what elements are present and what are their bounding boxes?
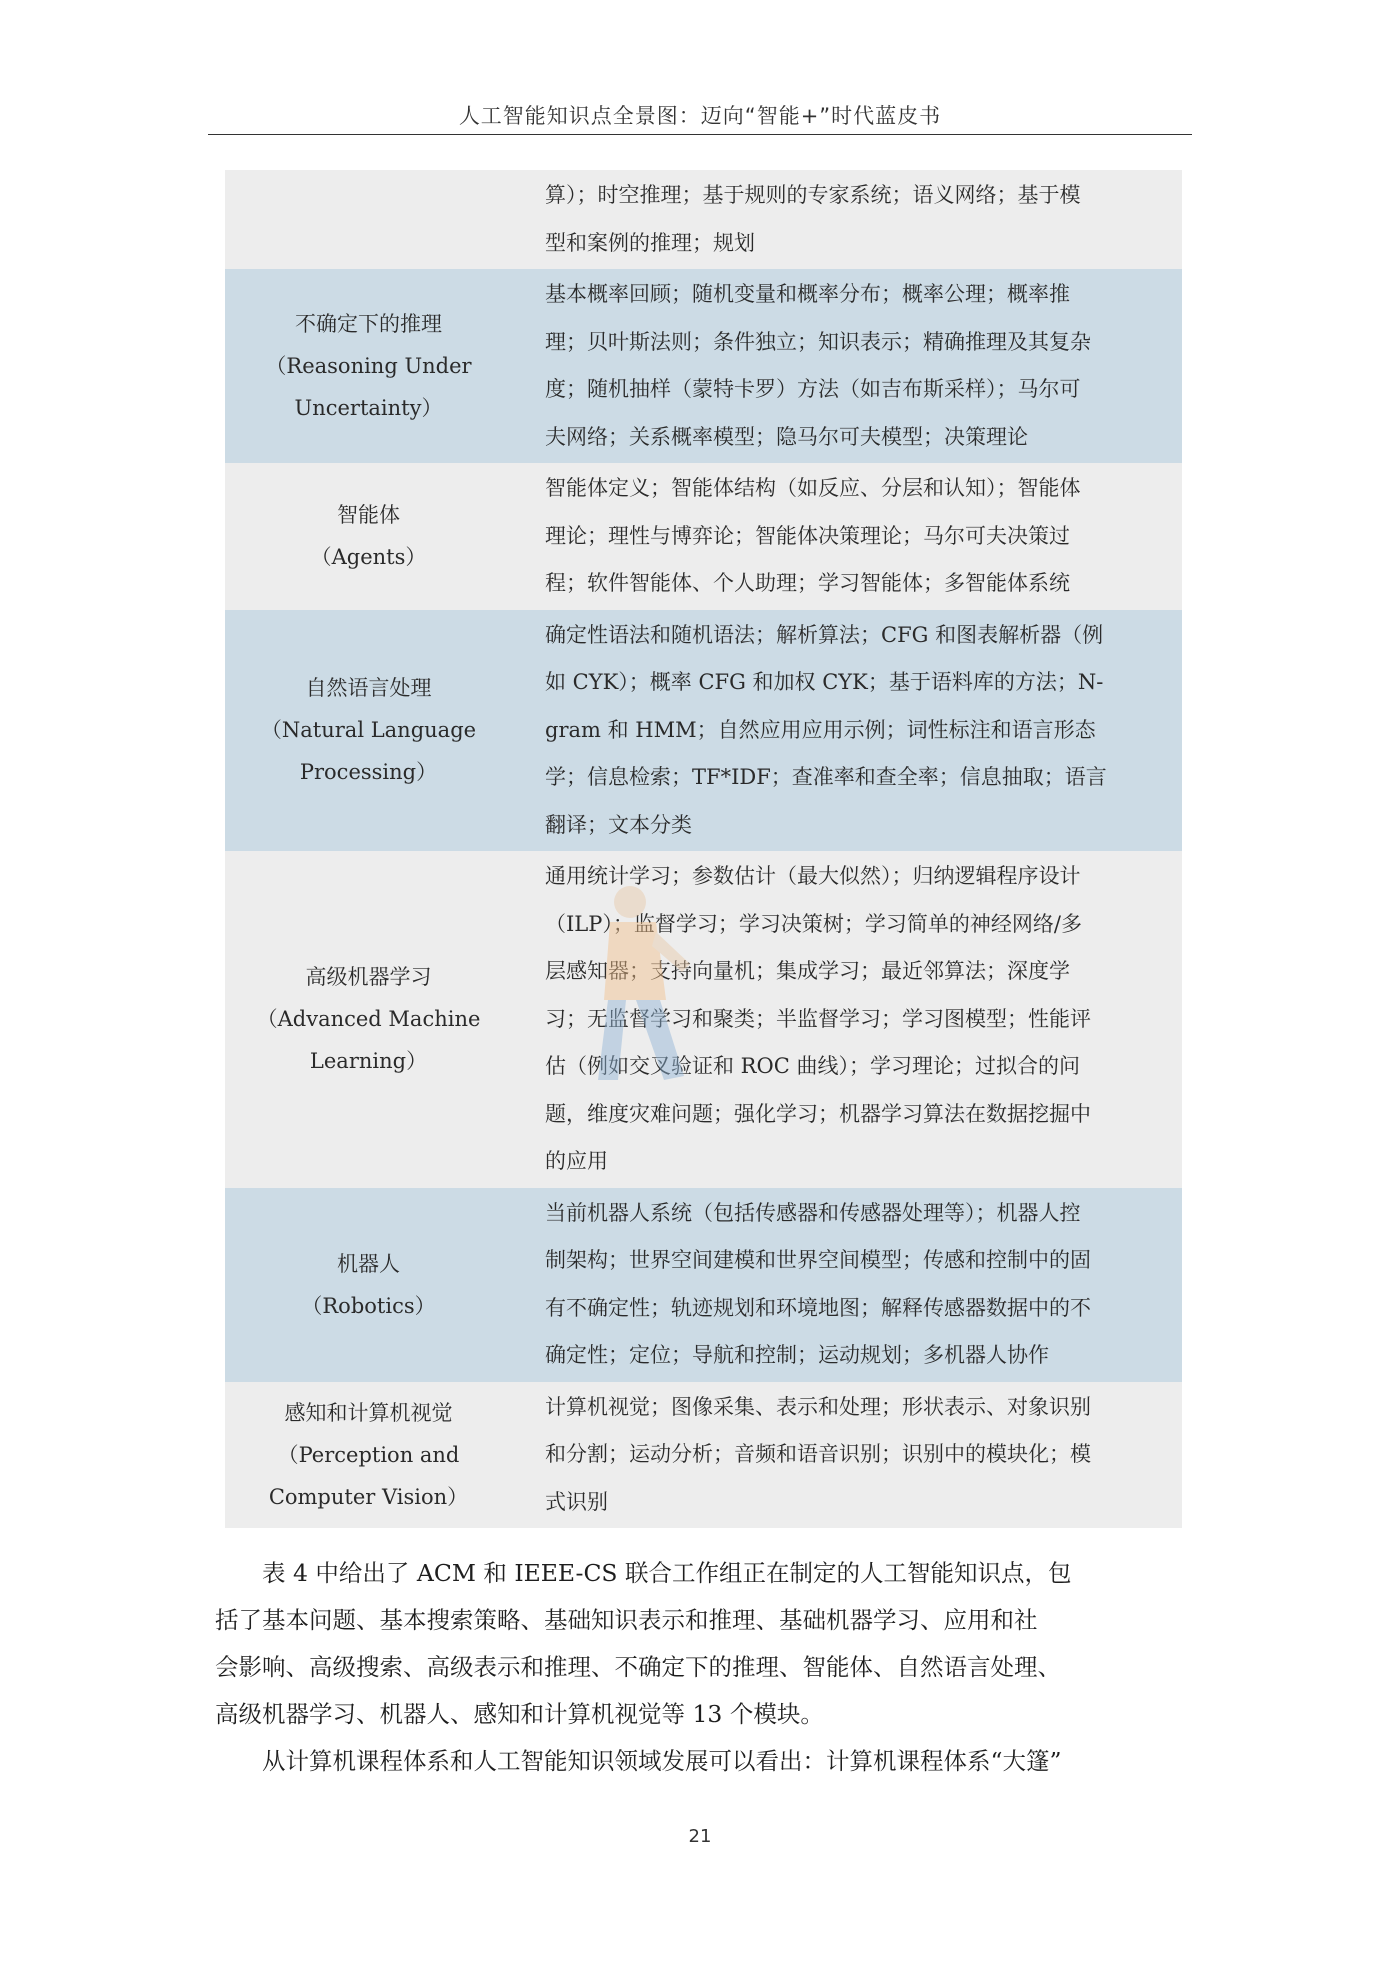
page-number: 21 — [688, 1826, 712, 1847]
topic-english: Learning） — [309, 1049, 428, 1074]
topic-english: （Advanced Machine — [256, 1007, 481, 1032]
header-divider — [208, 134, 1192, 135]
content-line: 型和案例的推理；规划 — [545, 230, 755, 255]
table-row — [225, 851, 1182, 1188]
body-paragraph — [215, 1738, 1195, 1785]
topic-english: Uncertainty） — [294, 396, 443, 420]
knowledge-table — [225, 170, 1182, 1528]
paragraph-line: 从计算机课程体系和人工智能知识领域发展可以看出：计算机课程体系“大篷” — [215, 1747, 1062, 1775]
paragraph-line: 会影响、高级搜索、高级表示和推理、不确定下的推理、智能体、自然语言处理、 — [215, 1653, 1061, 1681]
content-line: 基本概率回顾；随机变量和概率分布；概率公理；概率推 — [545, 282, 1070, 306]
content-cell — [512, 269, 1182, 463]
topic-english: （Natural Language — [260, 718, 477, 743]
content-line: 如 CYK）；概率 CFG 和加权 CYK；基于语料库的方法；N- — [545, 670, 1104, 694]
content-cell — [512, 1188, 1182, 1382]
topic-english: （Reasoning Under — [265, 354, 472, 378]
content-line: 度；随机抽样（蒙特卡罗）方法（如吉布斯采样）；马尔可 — [545, 377, 1081, 401]
table-row — [225, 1188, 1182, 1382]
content-line: 题，维度灾难问题；强化学习；机器学习算法在数据挖掘中 — [545, 1101, 1091, 1126]
table-row — [225, 1382, 1182, 1529]
topic-english: （Perception and — [277, 1442, 460, 1467]
topic-english: （Robotics） — [301, 1293, 436, 1318]
content-line: 的应用 — [545, 1149, 608, 1173]
topic-name: 机器人 — [337, 1251, 400, 1276]
table-row — [225, 610, 1182, 852]
topic-english: Processing） — [299, 760, 438, 785]
content-line: 和分割；运动分析；音频和语音识别；识别中的模块化；模 — [545, 1442, 1091, 1466]
content-line: 层感知器；支持向量机；集成学习；最近邻算法；深度学 — [545, 959, 1070, 983]
topic-cell — [225, 269, 512, 463]
content-line: 制架构；世界空间建模和世界空间模型；传感和控制中的固 — [545, 1248, 1091, 1272]
content-cell — [512, 170, 1182, 269]
paragraph-line: 高级机器学习、机器人、感知和计算机视觉等 13 个模块。 — [215, 1700, 824, 1728]
content-line: 翻译；文本分类 — [545, 812, 692, 837]
content-line: 当前机器人系统（包括传感器和传感器处理等）；机器人控 — [545, 1200, 1081, 1225]
topic-cell — [225, 1382, 512, 1529]
topic-cell — [225, 851, 512, 1188]
content-line: （ILP）；监督学习；学习决策树；学习简单的神经网络/多 — [545, 911, 1082, 936]
topic-name: 不确定下的推理 — [295, 312, 442, 336]
content-line: 有不确定性；轨迹规划和环境地图；解释传感器数据中的不 — [545, 1295, 1091, 1320]
table-row — [225, 463, 1182, 610]
topic-english: Computer Vision） — [268, 1484, 469, 1509]
content-line: 算）；时空推理；基于规则的专家系统；语义网络；基于模 — [545, 183, 1081, 207]
content-line: gram 和 HMM；自然应用应用示例；词性标注和语言形态 — [545, 717, 1096, 742]
content-line: 夫网络；关系概率模型；隐马尔可夫模型；决策理论 — [545, 424, 1028, 449]
figure-watermark-icon — [580, 880, 700, 1090]
content-line: 通用统计学习；参数估计（最大似然）；归纳逻辑程序设计 — [545, 864, 1081, 888]
content-line: 程；软件智能体、个人助理；学习智能体；多智能体系统 — [545, 571, 1070, 595]
content-line: 智能体定义；智能体结构（如反应、分层和认知）；智能体 — [545, 476, 1081, 500]
body-paragraph — [215, 1550, 1195, 1738]
topic-name: 智能体 — [337, 503, 400, 528]
content-line: 计算机视觉；图像采集、表示和处理；形状表示、对象识别 — [545, 1394, 1091, 1419]
table-row — [225, 170, 1182, 269]
content-line: 估（例如交叉验证和 ROC 曲线）；学习理论；过拟合的问 — [545, 1054, 1080, 1078]
topic-cell — [225, 1188, 512, 1382]
topic-cell — [225, 610, 512, 852]
topic-english: （Agents） — [310, 545, 427, 570]
content-cell — [512, 1382, 1182, 1529]
table-row — [225, 269, 1182, 463]
page-header: 人工智能知识点全景图：迈向“智能+”时代蓝皮书 — [458, 104, 942, 128]
content-cell — [512, 463, 1182, 610]
paragraph-line: 表 4 中给出了 ACM 和 IEEE-CS 联合工作组正在制定的人工智能知识点，包 — [215, 1559, 1072, 1587]
topic-cell — [225, 170, 512, 269]
topic-cell — [225, 463, 512, 610]
topic-name: 感知和计算机视觉 — [284, 1400, 453, 1425]
content-line: 习；无监督学习和聚类；半监督学习；学习图模型；性能评 — [545, 1006, 1091, 1031]
content-line: 确定性语法和随机语法；解析算法；CFG 和图表解析器（例 — [545, 622, 1104, 647]
content-line: 理；贝叶斯法则；条件独立；知识表示；精确推理及其复杂 — [545, 329, 1091, 354]
content-line: 学；信息检索；TF*IDF；查准率和查全率；信息抽取；语言 — [545, 765, 1107, 789]
content-cell — [512, 610, 1182, 852]
paragraph-line: 括了基本问题、基本搜索策略、基础知识表示和推理、基础机器学习、应用和社 — [215, 1606, 1038, 1634]
content-line: 确定性；定位；导航和控制；运动规划；多机器人协作 — [545, 1343, 1049, 1367]
topic-name: 自然语言处理 — [305, 676, 432, 701]
content-line: 理论；理性与博弈论；智能体决策理论；马尔可夫决策过 — [545, 523, 1070, 548]
content-line: 式识别 — [545, 1489, 608, 1514]
topic-name: 高级机器学习 — [305, 965, 432, 990]
